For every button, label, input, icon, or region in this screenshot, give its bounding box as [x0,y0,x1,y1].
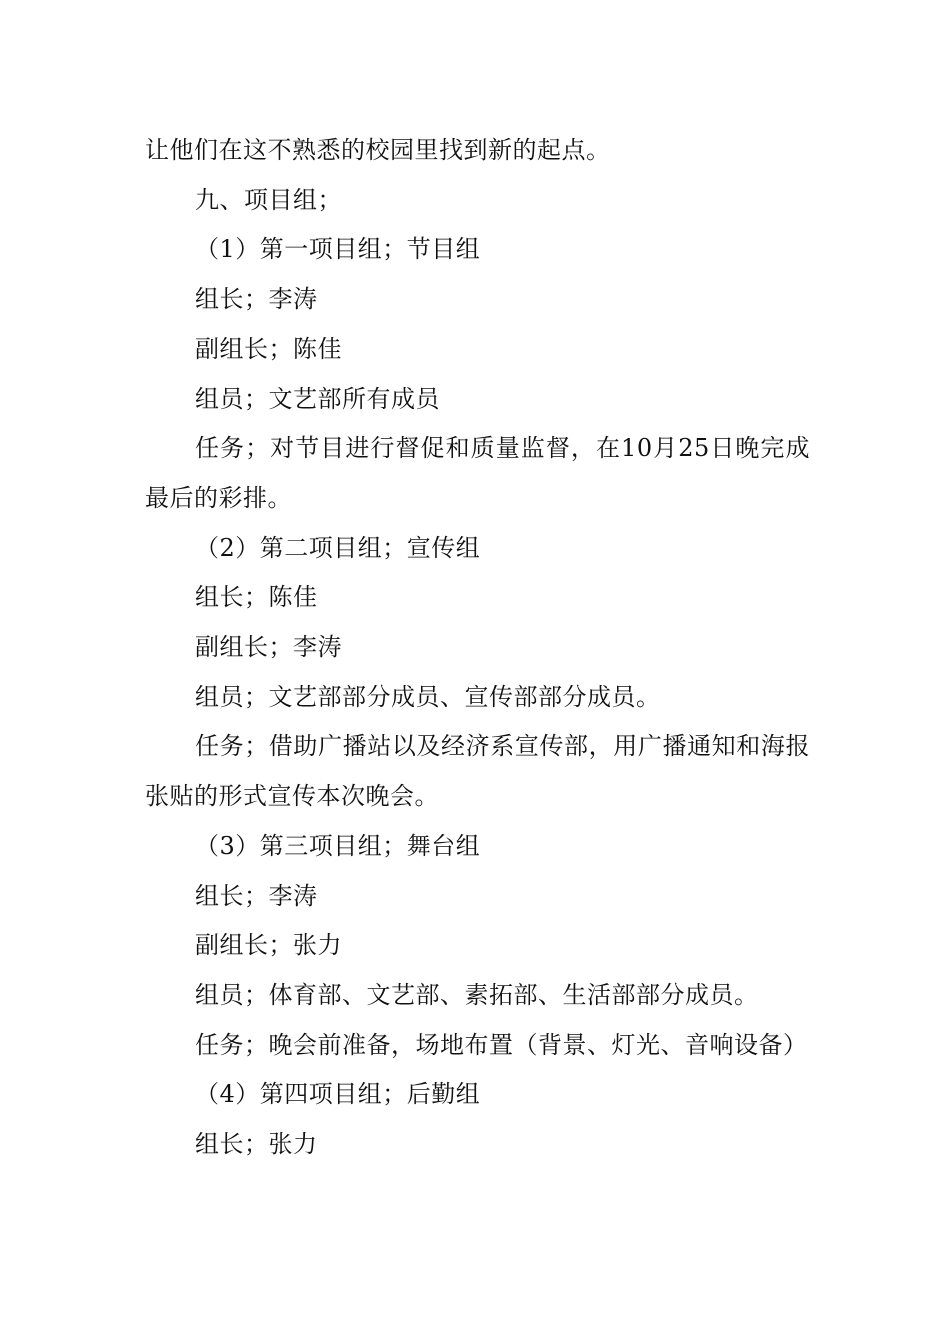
group-4-leader: 组长；张力 [195,1130,318,1159]
group-1-members: 组员；文艺部所有成员 [195,384,440,413]
group-1-leader: 组长；李涛 [195,285,318,314]
group-1-heading: （1）第一项目组；节目组 [195,235,481,264]
group-2-task: 任务；借助广播站以及经济系宣传部，用广播通知和海报张贴的形式宣传本次晚会。 [145,732,810,811]
group-3-heading: （3）第三项目组；舞台组 [195,831,481,860]
paragraph-continuation: 让他们在这不熟悉的校园里找到新的起点。 [145,136,611,164]
group-1-deputy-leader: 副组长；陈佳 [195,334,342,363]
group-3-deputy-leader: 副组长；张力 [195,931,342,960]
section-heading-project-groups: 九、项目组； [195,185,342,214]
group-2-leader: 组长；陈佳 [195,583,318,612]
group-4-heading: （4）第四项目组；后勤组 [195,1080,481,1109]
group-3-task: 任务；晚会前准备，场地布置（背景、灯光、音响设备） [195,1030,808,1059]
group-3-members: 组员；体育部、文艺部、素拓部、生活部部分成员。 [195,980,759,1009]
group-2-members: 组员；文艺部部分成员、宣传部部分成员。 [195,682,661,711]
document-body [145,126,810,1170]
group-2-deputy-leader: 副组长；李涛 [195,633,342,662]
group-2-heading: （2）第二项目组；宣传组 [195,533,481,562]
group-3-leader: 组长；李涛 [195,881,318,910]
group-1-task: 任务；对节目进行督促和质量监督，在10月25日晚完成最后的彩排。 [145,434,810,512]
